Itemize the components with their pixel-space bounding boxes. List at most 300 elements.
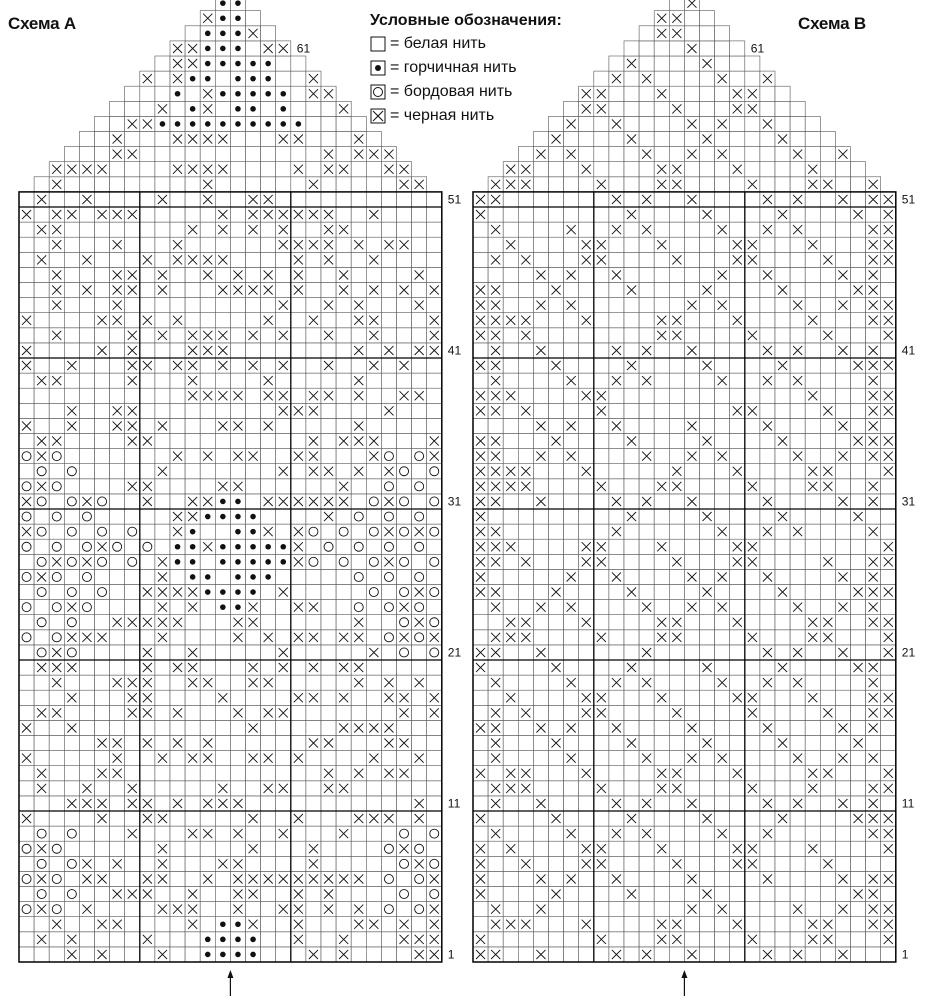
grid-cell bbox=[745, 917, 760, 932]
grid-cell bbox=[518, 539, 533, 554]
grid-cell bbox=[730, 71, 745, 86]
grid-cell bbox=[518, 660, 533, 675]
grid-cell bbox=[700, 237, 715, 252]
grid-cell bbox=[609, 434, 624, 449]
grid-cell bbox=[715, 494, 730, 509]
grid-cell bbox=[775, 177, 790, 192]
grid-cell bbox=[624, 41, 639, 56]
grid-cell bbox=[730, 207, 745, 222]
grid-cell bbox=[820, 267, 835, 282]
grid-cell bbox=[851, 917, 866, 932]
grid-cell bbox=[730, 283, 745, 298]
grid-cell bbox=[669, 388, 684, 403]
grid-cell bbox=[745, 132, 760, 147]
grid-cell bbox=[594, 464, 609, 479]
grid-cell bbox=[518, 841, 533, 856]
grid-cell bbox=[594, 751, 609, 766]
grid-cell bbox=[594, 524, 609, 539]
grid-cell bbox=[881, 600, 896, 615]
grid-cell bbox=[881, 751, 896, 766]
grid-cell bbox=[775, 645, 790, 660]
grid-cell bbox=[866, 464, 881, 479]
grid-cell bbox=[684, 585, 699, 600]
grid-cell bbox=[639, 267, 654, 282]
grid-cell bbox=[639, 705, 654, 720]
grid-cell bbox=[549, 705, 564, 720]
grid-cell bbox=[594, 192, 609, 207]
grid-cell bbox=[805, 826, 820, 841]
grid-cell bbox=[488, 615, 503, 630]
grid-cell bbox=[775, 464, 790, 479]
grid-cell bbox=[669, 600, 684, 615]
grid-cell bbox=[760, 147, 775, 162]
grid-cell bbox=[549, 871, 564, 886]
grid-cell bbox=[760, 600, 775, 615]
grid-cell bbox=[624, 826, 639, 841]
grid-cell bbox=[760, 766, 775, 781]
grid-cell bbox=[760, 630, 775, 645]
grid-cell bbox=[564, 388, 579, 403]
grid-cell bbox=[639, 132, 654, 147]
grid-cell bbox=[730, 147, 745, 162]
grid-cell bbox=[790, 826, 805, 841]
grid-cell bbox=[760, 162, 775, 177]
grid-cell bbox=[564, 585, 579, 600]
grid-cell bbox=[609, 509, 624, 524]
grid-cell bbox=[851, 418, 866, 433]
grid-cell bbox=[609, 645, 624, 660]
grid-cell bbox=[533, 736, 548, 751]
grid-cell bbox=[579, 207, 594, 222]
grid-cell bbox=[730, 796, 745, 811]
grid-cell bbox=[624, 871, 639, 886]
grid-cell bbox=[579, 283, 594, 298]
grid-cell bbox=[579, 796, 594, 811]
grid-cell bbox=[624, 71, 639, 86]
grid-cell bbox=[684, 101, 699, 116]
grid-cell bbox=[715, 736, 730, 751]
grid-cell bbox=[669, 947, 684, 962]
grid-cell bbox=[715, 343, 730, 358]
grid-cell bbox=[851, 464, 866, 479]
grid-cell bbox=[790, 841, 805, 856]
grid-cell bbox=[503, 675, 518, 690]
grid-cell bbox=[715, 434, 730, 449]
grid-cell bbox=[624, 479, 639, 494]
grid-cell bbox=[775, 162, 790, 177]
grid-cell bbox=[533, 207, 548, 222]
grid-cell bbox=[564, 554, 579, 569]
grid-cell bbox=[639, 932, 654, 947]
grid-cell bbox=[639, 630, 654, 645]
grid-cell bbox=[805, 192, 820, 207]
grid-cell bbox=[624, 690, 639, 705]
grid-cell bbox=[835, 690, 850, 705]
grid-cell bbox=[820, 283, 835, 298]
grid-cell bbox=[835, 464, 850, 479]
grid-cell bbox=[730, 132, 745, 147]
row-number: 1 bbox=[901, 947, 909, 962]
grid-cell bbox=[715, 358, 730, 373]
grid-cell bbox=[639, 464, 654, 479]
grid-cell bbox=[730, 871, 745, 886]
grid-cell bbox=[533, 464, 548, 479]
grid-cell bbox=[518, 720, 533, 735]
grid-cell bbox=[805, 856, 820, 871]
grid-cell bbox=[654, 887, 669, 902]
grid-cell bbox=[760, 690, 775, 705]
grid-cell bbox=[715, 41, 730, 56]
grid-cell bbox=[609, 751, 624, 766]
grid-cell bbox=[669, 645, 684, 660]
grid-cell bbox=[654, 56, 669, 71]
grid-cell bbox=[503, 554, 518, 569]
grid-cell bbox=[835, 237, 850, 252]
grid-cell bbox=[715, 871, 730, 886]
grid-cell bbox=[669, 283, 684, 298]
grid-cell bbox=[835, 373, 850, 388]
grid-cell bbox=[473, 343, 488, 358]
grid-cell bbox=[639, 690, 654, 705]
grid-cell bbox=[594, 675, 609, 690]
grid-cell bbox=[851, 177, 866, 192]
grid-cell bbox=[624, 600, 639, 615]
grid-cell bbox=[835, 283, 850, 298]
grid-cell bbox=[639, 781, 654, 796]
grid-cell bbox=[473, 796, 488, 811]
grid-cell bbox=[533, 630, 548, 645]
grid-cell bbox=[775, 841, 790, 856]
grid-cell bbox=[835, 736, 850, 751]
grid-cell bbox=[684, 660, 699, 675]
grid-cell bbox=[775, 569, 790, 584]
grid-cell bbox=[549, 751, 564, 766]
grid-cell bbox=[730, 116, 745, 131]
grid-cell bbox=[669, 736, 684, 751]
grid-cell bbox=[700, 645, 715, 660]
grid-cell bbox=[624, 494, 639, 509]
grid-cell bbox=[715, 464, 730, 479]
grid-cell bbox=[715, 479, 730, 494]
grid-cell bbox=[594, 494, 609, 509]
grid-cell bbox=[669, 237, 684, 252]
grid-cell bbox=[790, 252, 805, 267]
grid-cell bbox=[564, 902, 579, 917]
grid-cell bbox=[835, 509, 850, 524]
grid-cell bbox=[820, 388, 835, 403]
grid-cell bbox=[564, 947, 579, 962]
grid-cell bbox=[790, 781, 805, 796]
grid-cell bbox=[518, 826, 533, 841]
grid-cell bbox=[564, 283, 579, 298]
grid-cell bbox=[549, 116, 564, 131]
grid-cell bbox=[745, 147, 760, 162]
grid-cell bbox=[579, 418, 594, 433]
legend-label-white: = белая нить bbox=[390, 35, 486, 52]
grid-cell bbox=[579, 116, 594, 131]
grid-cell bbox=[700, 630, 715, 645]
grid-cell bbox=[654, 720, 669, 735]
grid-cell bbox=[654, 252, 669, 267]
grid-cell bbox=[851, 569, 866, 584]
grid-cell bbox=[684, 132, 699, 147]
grid-cell bbox=[790, 358, 805, 373]
grid-cell bbox=[760, 479, 775, 494]
grid-cell bbox=[594, 509, 609, 524]
grid-cell bbox=[594, 449, 609, 464]
grid-cell bbox=[488, 856, 503, 871]
grid-cell bbox=[881, 796, 896, 811]
grid-cell bbox=[549, 373, 564, 388]
grid-cell bbox=[790, 116, 805, 131]
grid-cell bbox=[654, 147, 669, 162]
grid-cell bbox=[503, 358, 518, 373]
grid-cell bbox=[503, 449, 518, 464]
grid-cell bbox=[684, 328, 699, 343]
grid-cell bbox=[609, 162, 624, 177]
grid-cell bbox=[488, 841, 503, 856]
grid-cell bbox=[820, 358, 835, 373]
grid-cell bbox=[745, 71, 760, 86]
grid-cell bbox=[639, 358, 654, 373]
grid-cell bbox=[745, 162, 760, 177]
grid-cell bbox=[684, 313, 699, 328]
grid-cell bbox=[820, 343, 835, 358]
grid-cell bbox=[594, 947, 609, 962]
grid-cell bbox=[549, 328, 564, 343]
grid-cell bbox=[715, 56, 730, 71]
grid-cell bbox=[835, 826, 850, 841]
grid-cell bbox=[639, 509, 654, 524]
grid-cell bbox=[579, 569, 594, 584]
grid-cell bbox=[715, 26, 730, 41]
grid-cell bbox=[790, 887, 805, 902]
grid-cell bbox=[533, 841, 548, 856]
grid-cell bbox=[669, 509, 684, 524]
grid-cell bbox=[609, 207, 624, 222]
grid-cell bbox=[745, 585, 760, 600]
grid-cell bbox=[609, 856, 624, 871]
grid-cell bbox=[639, 252, 654, 267]
grid-cell bbox=[684, 237, 699, 252]
grid-cell bbox=[564, 132, 579, 147]
grid-cell bbox=[745, 418, 760, 433]
grid-cell bbox=[503, 826, 518, 841]
grid-cell bbox=[624, 313, 639, 328]
grid-cell bbox=[805, 720, 820, 735]
grid-cell bbox=[881, 267, 896, 282]
grid-cell bbox=[760, 811, 775, 826]
grid-cell bbox=[700, 751, 715, 766]
grid-cell bbox=[654, 358, 669, 373]
grid-cell bbox=[851, 298, 866, 313]
grid-cell bbox=[851, 267, 866, 282]
grid-cell bbox=[564, 434, 579, 449]
grid-cell bbox=[533, 434, 548, 449]
grid-cell bbox=[624, 524, 639, 539]
grid-cell bbox=[518, 675, 533, 690]
grid-cell bbox=[790, 479, 805, 494]
row-number: 51 bbox=[901, 192, 916, 207]
grid-cell bbox=[745, 267, 760, 282]
grid-cell bbox=[624, 720, 639, 735]
grid-cell bbox=[730, 328, 745, 343]
grid-cell bbox=[518, 524, 533, 539]
grid-cell bbox=[700, 494, 715, 509]
grid-cell bbox=[533, 539, 548, 554]
grid-cell bbox=[594, 826, 609, 841]
grid-cell bbox=[835, 434, 850, 449]
grid-cell bbox=[518, 932, 533, 947]
grid-cell bbox=[684, 177, 699, 192]
grid-cell bbox=[549, 554, 564, 569]
grid-cell bbox=[639, 388, 654, 403]
grid-cell bbox=[790, 388, 805, 403]
grid-cell bbox=[639, 871, 654, 886]
grid-cell bbox=[579, 811, 594, 826]
grid-cell bbox=[805, 298, 820, 313]
grid-cell bbox=[866, 766, 881, 781]
grid-cell bbox=[624, 856, 639, 871]
grid-cell bbox=[564, 177, 579, 192]
grid-cell bbox=[730, 781, 745, 796]
grid-cell bbox=[684, 690, 699, 705]
grid-cell bbox=[684, 645, 699, 660]
grid-cell bbox=[775, 147, 790, 162]
grid-cell bbox=[518, 751, 533, 766]
grid-cell bbox=[730, 569, 745, 584]
grid-cell bbox=[775, 343, 790, 358]
grid-cell bbox=[579, 192, 594, 207]
grid-cell bbox=[730, 751, 745, 766]
grid-cell bbox=[866, 630, 881, 645]
grid-cell bbox=[564, 887, 579, 902]
grid-cell bbox=[805, 116, 820, 131]
grid-cell bbox=[533, 403, 548, 418]
grid-cell bbox=[639, 116, 654, 131]
grid-cell bbox=[503, 811, 518, 826]
grid-cell bbox=[594, 796, 609, 811]
grid-cell bbox=[564, 781, 579, 796]
grid-cell bbox=[745, 600, 760, 615]
grid-cell bbox=[820, 539, 835, 554]
grid-cell bbox=[805, 434, 820, 449]
grid-cell bbox=[533, 177, 548, 192]
grid-cell bbox=[700, 116, 715, 131]
grid-cell bbox=[669, 116, 684, 131]
grid-cell bbox=[715, 947, 730, 962]
grid-cell bbox=[700, 871, 715, 886]
grid-cell bbox=[503, 328, 518, 343]
grid-cell bbox=[760, 509, 775, 524]
grid-cell bbox=[624, 841, 639, 856]
grid-cell bbox=[639, 237, 654, 252]
grid-cell bbox=[835, 932, 850, 947]
grid-cell bbox=[851, 388, 866, 403]
grid-cell bbox=[684, 766, 699, 781]
grid-cell bbox=[518, 796, 533, 811]
grid-cell bbox=[700, 705, 715, 720]
grid-cell bbox=[851, 343, 866, 358]
grid-cell bbox=[730, 373, 745, 388]
grid-cell bbox=[669, 841, 684, 856]
grid-cell bbox=[820, 751, 835, 766]
grid-cell bbox=[835, 781, 850, 796]
grid-cell bbox=[503, 751, 518, 766]
grid-cell bbox=[700, 464, 715, 479]
grid-cell bbox=[820, 720, 835, 735]
grid-cell bbox=[654, 796, 669, 811]
grid-cell bbox=[851, 751, 866, 766]
grid-cell bbox=[654, 132, 669, 147]
grid-cell bbox=[851, 192, 866, 207]
grid-cell bbox=[564, 403, 579, 418]
grid-cell bbox=[820, 902, 835, 917]
grid-cell bbox=[715, 101, 730, 116]
row-number: 41 bbox=[901, 343, 916, 358]
grid-cell bbox=[518, 418, 533, 433]
grid-cell bbox=[700, 690, 715, 705]
grid-cell bbox=[533, 358, 548, 373]
grid-cell bbox=[851, 645, 866, 660]
grid-cell bbox=[684, 705, 699, 720]
grid-cell bbox=[851, 252, 866, 267]
grid-cell bbox=[473, 826, 488, 841]
grid-cell bbox=[533, 132, 548, 147]
grid-cell bbox=[715, 585, 730, 600]
grid-cell bbox=[881, 856, 896, 871]
grid-cell bbox=[518, 222, 533, 237]
grid-cell bbox=[775, 449, 790, 464]
grid-cell bbox=[624, 162, 639, 177]
grid-cell bbox=[715, 192, 730, 207]
grid-cell bbox=[533, 781, 548, 796]
grid-cell bbox=[700, 675, 715, 690]
grid-cell bbox=[564, 101, 579, 116]
grid-cell bbox=[835, 856, 850, 871]
grid-cell bbox=[700, 841, 715, 856]
grid-cell bbox=[533, 192, 548, 207]
grid-cell bbox=[700, 41, 715, 56]
grid-cell bbox=[518, 494, 533, 509]
grid-cell bbox=[594, 569, 609, 584]
grid-cell bbox=[730, 630, 745, 645]
grid-cell bbox=[654, 736, 669, 751]
grid-cell bbox=[624, 615, 639, 630]
grid-cell bbox=[624, 101, 639, 116]
grid-cell bbox=[639, 177, 654, 192]
grid-cell bbox=[805, 645, 820, 660]
grid-cell bbox=[518, 887, 533, 902]
grid-cell bbox=[820, 736, 835, 751]
grid-cell bbox=[715, 781, 730, 796]
grid-cell bbox=[533, 675, 548, 690]
grid-cell bbox=[609, 600, 624, 615]
grid-cell bbox=[549, 313, 564, 328]
grid-cell bbox=[609, 887, 624, 902]
grid-cell bbox=[654, 101, 669, 116]
grid-cell bbox=[805, 358, 820, 373]
grid-cell bbox=[503, 932, 518, 947]
grid-cell bbox=[518, 871, 533, 886]
grid-cell bbox=[851, 902, 866, 917]
grid-cell bbox=[669, 207, 684, 222]
grid-cell bbox=[669, 434, 684, 449]
grid-cell bbox=[564, 252, 579, 267]
grid-cell bbox=[669, 358, 684, 373]
grid-cell bbox=[684, 811, 699, 826]
grid-cell bbox=[639, 298, 654, 313]
